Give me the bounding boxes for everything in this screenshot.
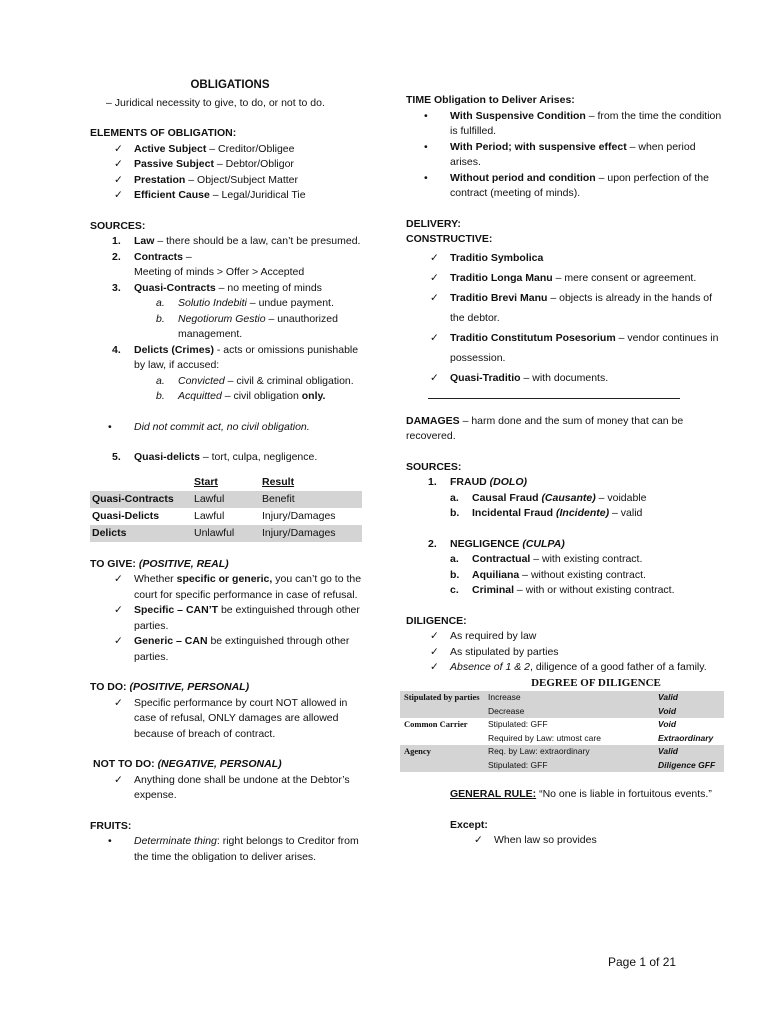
source-item: 2. Contracts – Meeting of minds > Offer > Accepted xyxy=(112,250,305,278)
time-heading: TIME Obligation to Deliver Arises: xyxy=(406,94,575,106)
source-subitem: b. Negotiorum Gestio – unauthorized management. xyxy=(156,312,338,340)
table-row: Quasi-Contracts Lawful Benefit xyxy=(90,491,362,508)
check-icon: ✓ xyxy=(430,645,439,658)
check-icon: ✓ xyxy=(430,291,439,304)
source-subitem: b. Acquitted – civil obligation only. xyxy=(156,390,326,402)
element-item: ✓ Prestation – Object/Subject Matter xyxy=(90,173,370,189)
element-item: ✓ Efficient Cause – Legal/Juridical Tie xyxy=(90,188,370,204)
check-icon: ✓ xyxy=(114,696,123,709)
check-icon: ✓ xyxy=(430,251,439,264)
right-column: TIME Obligation to Deliver Arises: • With Suspensive Condition – from the time the condition is fulfilled. • With Period; with suspensive effect – when period arises. • Without period and condition – upon perfection of the contract (meeting of minds). DELIVERY: CONSTRUCTIVE: ✓ Traditio Symbolica ✓ Traditio Longa Manu – mere consent or agreement. ✓ Traditio Brevi Manu – objects is already in the hands of the debtor. ✓ Traditio Constitutum Posesorium – vendor continues in possession. ✓ Quasi-Traditio – with documents. DAMAGES – harm done and the sum of money that can be recovered. SOURCES: 1. FRAUD (DOLO) a. Causal Fraud (Causante) – voidable b. Incidental Fraud (Incidente) – valid 2. NEGLIGENCE (CULPA) a. Contractual – with existing contract. b. Aquiliana – without existing contract. c. Criminal – with or without existing contract. DILIGENCE: ✓ As required by law ✓ As stipulated by parties ✓ Absence of 1 & 2, diligence of a good father of a family. DEGREE OF DILIGENCE Stipulated by parties Increase Decrease Valid Void Common Carrier Stipulated: GFF Required by Law: utmost care Void Extraordinary Agency Req. by Law: extraordinary Stipulated: GFF Valid Diligence GFF GENERAL RULE: “No one is liable in fortuitous events.” Except: ✓ When law so provides xyxy=(406,93,726,849)
check-icon: ✓ xyxy=(114,189,123,201)
source-subitem: a. Convicted – civil & criminal obligation. xyxy=(156,374,354,387)
check-icon: ✓ xyxy=(430,630,439,642)
to-give-heading: TO GIVE: (POSITIVE, REAL) xyxy=(90,557,229,570)
check-icon: ✓ xyxy=(114,635,123,647)
check-icon: ✓ xyxy=(114,773,123,786)
damages-sources-heading: SOURCES: xyxy=(406,460,462,473)
bullet-icon: • xyxy=(108,420,112,433)
check-icon: ✓ xyxy=(430,371,439,384)
sources-heading: SOURCES: xyxy=(90,219,146,232)
page-title: OBLIGATIONS xyxy=(190,79,270,91)
table-row: Quasi-Delicts Lawful Injury/Damages xyxy=(92,510,336,522)
definition: – Juridical necessity to give, to do, or not to do. xyxy=(106,96,325,109)
check-icon: ✓ xyxy=(430,661,439,673)
check-icon: ✓ xyxy=(114,142,123,155)
bullet-icon: • xyxy=(424,140,428,153)
delivery-heading: DELIVERY: xyxy=(406,217,461,230)
elements-heading: ELEMENTS OF OBLIGATION: xyxy=(90,127,237,139)
source-item: 4. Delicts (Crimes) - acts or omissions punishable by law, if accused: xyxy=(112,343,359,371)
table-row: Common Carrier Stipulated: GFF Required by Law: utmost care Void Extraordinary xyxy=(404,719,714,743)
check-icon: ✓ xyxy=(430,271,439,284)
diligence-heading: DILIGENCE: xyxy=(406,614,467,627)
not-to-do-heading: NOT TO DO: (NEGATIVE, PERSONAL) xyxy=(93,758,282,770)
check-icon: ✓ xyxy=(114,158,123,170)
page-number: Page 1 of 21 xyxy=(608,955,677,969)
sources-table: Start Result Quasi-Contracts Lawful Benefit Quasi-Delicts Lawful Injury/Damages Delicts Unlawful Injury/Damages xyxy=(90,474,362,542)
check-icon: ✓ xyxy=(430,331,439,344)
left-column: OBLIGATIONS – Juridical necessity to give, to do, or not to do. ELEMENTS OF OBLIGATION: ✓ Active Subject – Creditor/Obligee ✓ Passive Subject – Debtor/Obligor ✓ Prestation – Object/Subject Matter ✓ Efficient Cause – Legal/Juridical Tie SOURCES: 1. Law – there should be a law, can’t be presumed. 2. Contracts – Meeting of minds > Offer > Accepted 3. Quasi-Contracts – no meeting of minds a. Solutio Indebiti – undue payment. b. Negotiorum Gestio – unauthorized management. 4. Delicts (Crimes) - acts or omissions punishable by law, if accused: a. Convicted – civil & criminal obligation. b. Acquitted – civil obligation only. • Did not commit act, no civil obligation. 5. Quasi-delicts – tort, culpa, negligence. Start Result Quasi-Contracts Lawful Benefit Quasi-Delicts Lawful Injury/Damages Delicts Unlawful Injury/Damages TO GIVE: (POSITIVE, REAL) ✓ Whether specific or generic, you can’t go to the court for specific performance in case of refusal. ✓ Specific – CAN’T be extinguished through other parties. ✓ Generic – CAN be extinguished through other parties. TO DO: (POSITIVE, PERSONAL) ✓ Specific performance by court NOT allowed in case of refusal, ONLY damages are allowed because of breach of contract. NOT TO DO: (NEGATIVE, PERSONAL) ✓ Anything done shall be undone at the Debtor’s expense. FRUITS: • Determinate thing: right belongs to Creditor from the time the obligation to deliver arises. xyxy=(90,78,370,865)
table-row: Stipulated by parties Increase Decrease Valid Void xyxy=(400,691,724,718)
degree-of-diligence-title: DEGREE OF DILIGENCE xyxy=(531,676,661,689)
check-icon: ✓ xyxy=(474,834,483,846)
check-icon: ✓ xyxy=(114,573,123,585)
check-icon: ✓ xyxy=(114,604,123,616)
element-item: ✓ Active Subject – Creditor/Obligee xyxy=(90,142,370,158)
element-item: ✓ Passive Subject – Debtor/Obligor xyxy=(90,157,370,173)
bullet-icon: • xyxy=(108,835,112,847)
fruits-heading: FRUITS: xyxy=(90,819,132,832)
except-heading: Except: xyxy=(450,818,488,831)
bullet-icon: • xyxy=(424,171,428,184)
bullet-icon: • xyxy=(424,109,428,122)
source-item: 5. Quasi-delicts – tort, culpa, negligence. xyxy=(112,451,318,463)
source-item: 1. Law – there should be a law, can’t be presumed. xyxy=(112,235,361,247)
check-icon: ✓ xyxy=(114,173,123,186)
source-item: 3. Quasi-Contracts – no meeting of minds xyxy=(112,281,322,294)
source-subitem: a. Solutio Indebiti – undue payment. xyxy=(156,297,334,309)
to-do-heading: TO DO: (POSITIVE, PERSONAL) xyxy=(90,681,250,693)
general-rule: GENERAL RULE: “No one is liable in fortuitous events.” xyxy=(450,788,712,800)
table-row: Delicts Unlawful Injury/Damages xyxy=(90,525,362,542)
table-row: Agency Req. by Law: extraordinary Stipulated: GFF Valid Diligence GFF xyxy=(400,745,724,772)
source-note: • Did not commit act, no civil obligation. xyxy=(90,420,370,436)
damages-definition: DAMAGES – harm done and the sum of money that can be recovered. xyxy=(406,414,684,442)
constructive-heading: CONSTRUCTIVE: xyxy=(406,233,493,245)
degree-table xyxy=(400,691,724,772)
